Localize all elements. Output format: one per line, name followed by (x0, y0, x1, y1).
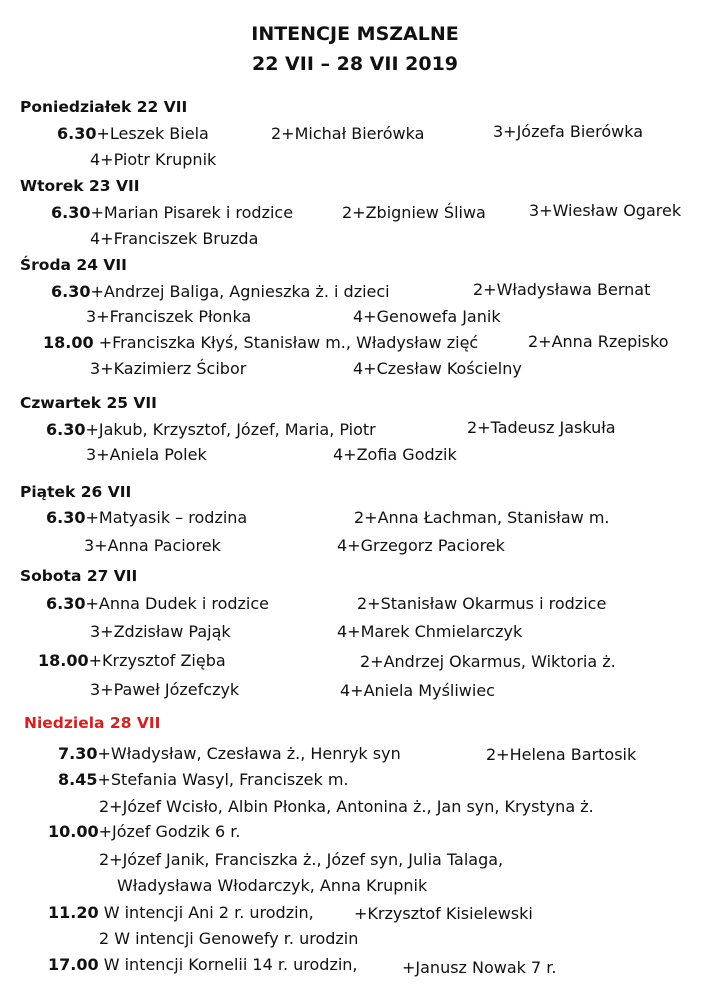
intention: 3+Paweł Józefczyk (90, 680, 240, 699)
intention: 4+Genowefa Janik (353, 307, 501, 326)
day-heading-wednesday: Środa 24 VII (20, 256, 127, 274)
intention: 4+Zofia Godzik (333, 445, 457, 464)
intention: 2+Andrzej Okarmus, Wiktoria ż. (360, 652, 616, 671)
intention: +Andrzej Baliga, Agnieszka ż. i dzieci (90, 282, 390, 301)
mass-time: 6.30 (51, 282, 91, 301)
intention: 3+Kazimierz Ścibor (90, 359, 247, 378)
mass-intention-line (58, 770, 349, 790)
intention: 2+Józef Janik, Franciszka ż., Józef syn, Julia Talaga, (99, 850, 504, 869)
intention: +Krzysztof Zięba (88, 651, 226, 670)
mass-intention-line (48, 903, 314, 923)
intention: +Franciszka Kłyś, Stanisław m., Władysław zięć (98, 333, 479, 352)
intention: Władysława Włodarczyk, Anna Krupnik (117, 876, 428, 895)
intention: +Józef Godzik 6 r. (98, 822, 241, 841)
intention: 3+Aniela Polek (86, 445, 207, 464)
day-heading-tuesday: Wtorek 23 VII (20, 177, 140, 195)
day-heading-monday: Poniedziałek 22 VII (20, 98, 188, 116)
intention: 4+Grzegorz Paciorek (337, 536, 505, 555)
intention: 4+Piotr Krupnik (90, 150, 217, 169)
intention: 2+Józef Wcisło, Albin Płonka, Antonina ż., Jan syn, Krystyna ż. (99, 797, 594, 816)
day-heading-sunday: Niedziela 28 VII (24, 714, 161, 732)
intention: W intencji Kornelii 14 r. urodzin, (98, 955, 358, 974)
intention: 2+Anna Łachman, Stanisław m. (354, 508, 610, 527)
intention: +Matyasik – rodzina (85, 508, 248, 527)
mass-time: 7.30 (58, 744, 98, 763)
intention: 2+Władysława Bernat (473, 280, 651, 299)
mass-time: 18.00 (43, 333, 94, 352)
intention: 4+Franciszek Bruzda (90, 229, 259, 248)
intention: 2+Zbigniew Śliwa (342, 203, 486, 222)
date-range: 22 VII – 28 VII 2019 (251, 53, 459, 75)
mass-intention-line (46, 508, 247, 528)
mass-intention-line (51, 282, 390, 302)
mass-intention-line (57, 124, 209, 144)
intention: +Jakub, Krzysztof, Józef, Maria, Piotr (85, 420, 376, 439)
mass-intention-line (46, 594, 269, 614)
intention: 2+Stanisław Okarmus i rodzice (357, 594, 607, 613)
mass-time: 6.30 (46, 420, 86, 439)
intention: 2+Michał Bierówka (271, 124, 425, 143)
intention: 2 W intencji Genowefy r. urodzin (99, 929, 359, 948)
mass-time: 8.45 (58, 770, 98, 789)
intention: +Janusz Nowak 7 r. (402, 958, 557, 977)
mass-intention-line (38, 651, 226, 671)
intention: 4+Marek Chmielarczyk (337, 622, 523, 641)
intention: 4+Aniela Myśliwiec (340, 681, 495, 700)
intention: +Anna Dudek i rodzice (85, 594, 270, 613)
intention: 2+Helena Bartosik (486, 745, 637, 764)
mass-time: 17.00 (48, 955, 99, 974)
intention: 3+Wiesław Ogarek (529, 201, 682, 220)
intention: +Leszek Biela (96, 124, 209, 143)
intention: 4+Czesław Kościelny (353, 359, 522, 378)
intention: +Marian Pisarek i rodzice (90, 203, 294, 222)
day-heading-friday: Piątek 26 VII (20, 483, 132, 501)
mass-time: 6.30 (51, 203, 91, 222)
intention: W intencji Ani 2 r. urodzin, (98, 903, 314, 922)
mass-time: 11.20 (48, 903, 99, 922)
mass-time: 10.00 (48, 822, 99, 841)
day-heading-saturday: Sobota 27 VII (20, 567, 138, 585)
intention: +Władysław, Czesława ż., Henryk syn (97, 744, 401, 763)
intention: +Stefania Wasyl, Franciszek m. (97, 770, 349, 789)
mass-time: 6.30 (57, 124, 97, 143)
mass-time: 18.00 (38, 651, 89, 670)
page-title: INTENCJE MSZALNE (251, 23, 459, 45)
intention: 3+Zdzisław Pająk (90, 622, 231, 641)
mass-intention-line (48, 955, 358, 975)
intention: 3+Józefa Bierówka (493, 122, 644, 141)
intention: 3+Anna Paciorek (84, 536, 221, 555)
mass-intention-line (46, 420, 376, 440)
intention: 2+Tadeusz Jaskuła (467, 418, 616, 437)
intention: +Krzysztof Kisielewski (354, 904, 533, 923)
mass-time: 6.30 (46, 594, 86, 613)
day-heading-thursday: Czwartek 25 VII (20, 394, 157, 412)
intention: 3+Franciszek Płonka (86, 307, 252, 326)
mass-intention-line (51, 203, 293, 223)
mass-time: 6.30 (46, 508, 86, 527)
mass-intention-line (58, 744, 401, 764)
mass-intention-line (43, 333, 478, 353)
intention: 2+Anna Rzepisko (528, 332, 669, 351)
mass-intention-line (48, 822, 240, 842)
